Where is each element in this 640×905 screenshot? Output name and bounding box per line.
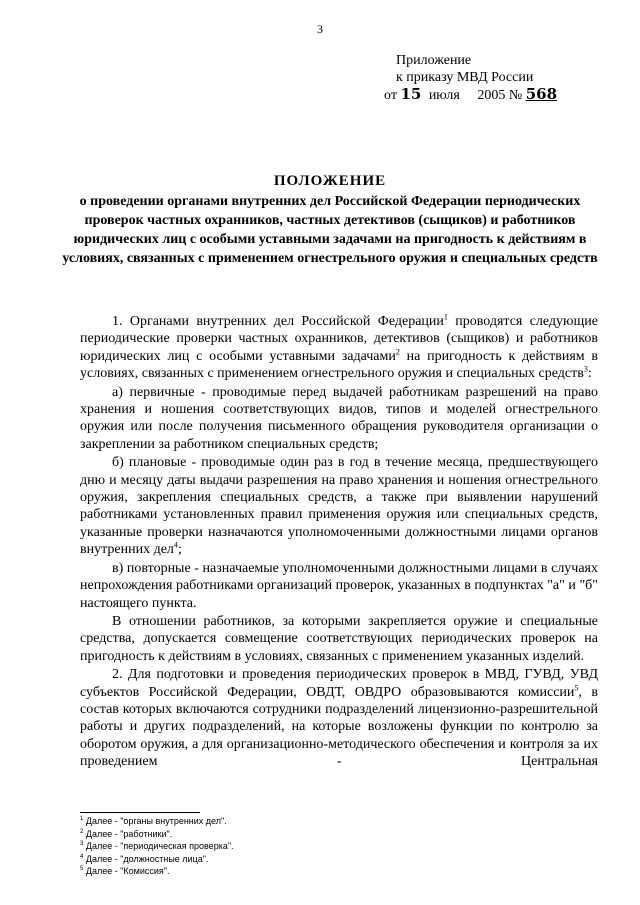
paragraph-1v: в) повторные - назначаемые уполномоченными должностными лицами в случаях непрохождения работниками организаций проверок, указанных в подпунктах "а" и "б" настоящего пункта. bbox=[80, 560, 598, 611]
order-month: июля bbox=[428, 88, 460, 103]
number-sign: № bbox=[508, 88, 523, 103]
paragraph-1a: а) первичные - проводимые перед выдачей работникам разрешений на право хранения и ношения соответствующих видов, типов и моделей огнестрельного оружия или после получения письменного обращения руководителя организации о закреплении за работником специальных средств; bbox=[80, 384, 598, 452]
footnote-item: $^5$ Далее - "Комиссия". bbox=[80, 866, 170, 877]
footnote-separator bbox=[80, 812, 200, 813]
appendix-label: Приложение bbox=[396, 53, 472, 68]
document-title bbox=[60, 172, 600, 268]
footnote-ref-4: 4 bbox=[173, 540, 178, 550]
footnote-ref-2: 2 bbox=[395, 347, 400, 357]
order-reference: к приказу МВД России bbox=[396, 70, 534, 85]
footnote-item: $^2$ Далее - "работники". bbox=[80, 828, 173, 839]
date-prefix: от bbox=[384, 88, 397, 103]
title-main: ПОЛОЖЕНИЕ bbox=[273, 173, 387, 189]
paragraph-combined: В отношении работников, за которыми закрепляется оружие и специальные средства, допускается совмещение соответствующих периодических проверок на пригодность к действиям в условиях, связанных с применением указанных изделий. bbox=[80, 613, 598, 664]
order-day: 15 bbox=[400, 85, 422, 103]
page-number: 3 bbox=[317, 22, 323, 36]
footnote-item: $^1$ Далее - "органы внутренних дел". bbox=[80, 816, 227, 826]
order-number: 568 bbox=[525, 85, 558, 103]
footnote-item: $^4$ Далее - "должностные лица". bbox=[80, 853, 209, 864]
order-year: 2005 bbox=[477, 88, 506, 103]
paragraph-1b: б) плановые - проводимые один раз в год в течение месяца, предшествующего дню и месяцу даты выдачи разрешения на право хранения и ношения огнестрельного оружия, закрепления специальных средств, а также при выявлении нарушений работниками установленных правил применения оружия или специальных средств, указанные проверки назначаются уполномоченными должностными лицами органов внутренних дел$^4$; bbox=[80, 455, 598, 558]
title-subtitle: о проведении органами внутренних дел Российской Федерации периодических проверок частных охранников, частных детективов (сыщиков) и работников юридических лиц с особыми уставными задачами на пригодность к действиям в условиях, связанных с применением огнестрельного оружия и специальных средств bbox=[62, 194, 598, 266]
footnote-item: $^3$ Далее - "периодическая проверка". bbox=[80, 841, 234, 852]
paragraph-2: 2. Для подготовки и проведения периодических проверок в МВД, ГУВД, УВД субъектов Российской Федерации, ОВДТ, ОВДРО образовываются комиссии$^5$, в состав которых включаются сотрудники подразделений лицензионно-разрешительной работы и других подразделений, на которые возложены функции по контролю за оборотом оружия, а для организационно-методического обеспечения и контроля за их проведением - Центральная bbox=[80, 667, 598, 770]
footnote-ref-5: 5 bbox=[574, 682, 579, 692]
appendix-block bbox=[384, 52, 557, 104]
order-date-line bbox=[384, 86, 557, 104]
footnote-ref-3: 3 bbox=[583, 364, 588, 374]
document-body bbox=[80, 313, 598, 771]
footnote-ref-1: 1 bbox=[443, 312, 448, 322]
paragraph-1: 1. Органами внутренних дел Российской Федерации$^1$ проводятся следующие периодические проверки частных охранников, детективов (сыщиков) и работников юридических лиц с особыми уставными задачами$^2$ на пригодность к действиям в условиях, связанных с применением огнестрельного оружия и специальных средств$^3$: bbox=[80, 312, 599, 382]
footnotes bbox=[80, 815, 234, 878]
